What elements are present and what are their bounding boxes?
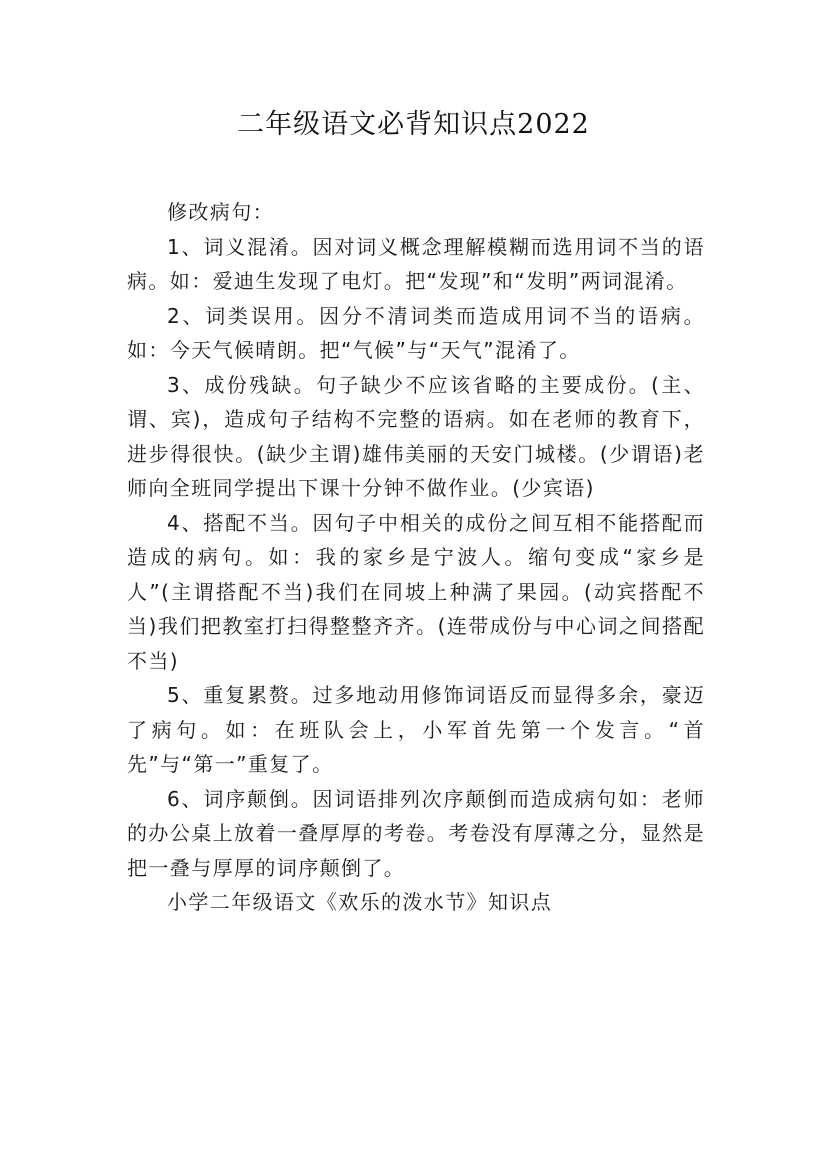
paragraph-section-heading: 小学二年级语文《欢乐的泼水节》知识点	[167, 890, 553, 914]
paragraph-item-5: 5、重复累赘。过多地动用修饰词语反而显得多余，豪迈了病句。如：在班队会上，小军首先第一个发言。“首先”与“第一”重复了。	[127, 683, 705, 776]
paragraph-item-1: 1、词义混淆。因对词义概念理解模糊而选用词不当的语病。如：爱迪生发现了电灯。把“发现”和“发明”两词混淆。	[127, 234, 705, 293]
paragraph-item-3: 3、成份残缺。句子缺少不应该省略的主要成份。(主、谓、宾)，造成句子结构不完整的语病。如在老师的教育下，进步得很快。(缺少主谓)雄伟美丽的天安门城楼。(少谓语)老师向全班同学提出下课十分钟不做作业。(少宾语)	[127, 372, 705, 500]
paragraph-item-4: 4、搭配不当。因句子中相关的成份之间互相不能搭配而造成的病句。如：我的家乡是宁波人。缩句变成“家乡是人”(主谓搭配不当)我们在同坡上种满了果园。(动宾搭配不当)我们把教室打扫得整整齐齐。(连带成份与中心词之间搭配不当)	[127, 510, 705, 673]
paragraph-heading: 修改病句：	[167, 200, 274, 224]
document-body	[127, 195, 705, 920]
document-title: 二年级语文必背知识点2022	[237, 109, 590, 140]
paragraph-item-6: 6、词序颠倒。因词语排列次序颠倒而造成病句如：老师的办公桌上放着一叠厚厚的考卷。考卷没有厚薄之分，显然是把一叠与厚厚的词序颠倒了。	[127, 786, 705, 880]
paragraph-item-2: 2、词类误用。因分不清词类而造成用词不当的语病。如：今天气候晴朗。把“气候”与“天气”混淆了。	[127, 303, 705, 362]
